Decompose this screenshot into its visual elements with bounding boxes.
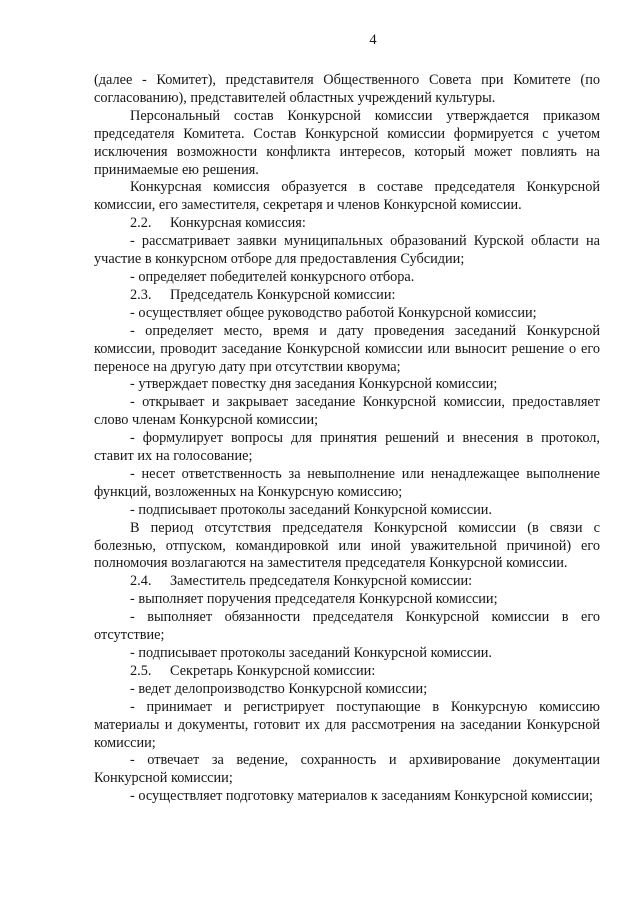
paragraph: - подписывает протоколы заседаний Конкурсной комиссии. bbox=[130, 501, 493, 518]
section-heading bbox=[94, 663, 600, 681]
section-number: 2.2. bbox=[130, 215, 152, 232]
paragraph: - отвечает за ведение, сохранность и архивирование документации Конкурсной комиссии; bbox=[94, 752, 600, 787]
paragraph: - определяет победителей конкурсного отбора. bbox=[130, 268, 415, 285]
section-number: 2.4. bbox=[130, 573, 152, 590]
paragraph: - определяет место, время и дату проведения заседаний Конкурсной комиссии, проводит заседание Конкурсной комиссии или выносит решение о его переносе на другую дату при отсутствии кворума; bbox=[94, 322, 600, 375]
section-heading bbox=[94, 573, 600, 591]
document-body bbox=[94, 72, 600, 806]
paragraph: - принимает и регистрирует поступающие в Конкурсную комиссию материалы и документы, готовит их для рассмотрения на заседании Конкурсной комиссии; bbox=[94, 698, 600, 751]
paragraph: - формулирует вопросы для принятия решений и внесения в протокол, ставит их на голосование; bbox=[94, 430, 600, 465]
paragraph: В период отсутствия председателя Конкурсной комиссии (в связи с болезнью, отпуском, командировкой или иной уважительной причиной) его полномочия возлагаются на заместителя председателя Конкурсной комиссии. bbox=[94, 519, 600, 572]
section-title: Секретарь Конкурсной комиссии: bbox=[170, 662, 376, 679]
paragraph: - открывает и закрывает заседание Конкурсной комиссии, предоставляет слово членам Конкурсной комиссии; bbox=[94, 394, 600, 429]
paragraph: Персональный состав Конкурсной комиссии утверждается приказом председателя Комитета. Состав Конкурсной комиссии формируется с учетом исключения возможности конфликта интересов, который может повлиять на принимаемые ею решения. bbox=[94, 107, 600, 178]
paragraph: - несет ответственность за невыполнение или ненадлежащее выполнение функций, возложенных на Конкурсную комиссию; bbox=[94, 465, 600, 500]
section-title: Конкурсная комиссия: bbox=[170, 215, 306, 232]
paragraph: - осуществляет общее руководство работой Конкурсной комиссии; bbox=[130, 304, 537, 321]
paragraph: - утверждает повестку дня заседания Конкурсной комиссии; bbox=[130, 376, 498, 393]
section-number: 2.5. bbox=[130, 662, 152, 679]
paragraph: - рассматривает заявки муниципальных образований Курской области на участие в конкурсном отборе для предоставления Субсидии; bbox=[94, 233, 600, 268]
section-number: 2.3. bbox=[130, 286, 152, 303]
paragraph: - выполняет обязанности председателя Конкурсной комиссии в его отсутствие; bbox=[94, 609, 600, 644]
paragraph: - выполняет поручения председателя Конкурсной комиссии; bbox=[130, 591, 498, 608]
paragraph-continuation: (далее - Комитет), представителя Общественного Совета при Комитете (по согласованию), представителей областных учреждений культуры. bbox=[94, 72, 600, 106]
paragraph: Конкурсная комиссия образуется в составе председателя Конкурсной комиссии, его заместителя, секретаря и членов Конкурсной комиссии. bbox=[94, 179, 600, 214]
section-heading bbox=[94, 215, 600, 233]
page-number: 4 bbox=[369, 32, 377, 48]
section-heading bbox=[94, 287, 600, 305]
paragraph: - осуществляет подготовку материалов к заседаниям Конкурсной комиссии; bbox=[130, 788, 593, 805]
section-title: Председатель Конкурсной комиссии: bbox=[170, 286, 396, 303]
paragraph: - ведет делопроизводство Конкурсной комиссии; bbox=[130, 680, 428, 697]
section-title: Заместитель председателя Конкурсной комиссии: bbox=[170, 573, 473, 590]
paragraph: - подписывает протоколы заседаний Конкурсной комиссии. bbox=[130, 645, 493, 661]
